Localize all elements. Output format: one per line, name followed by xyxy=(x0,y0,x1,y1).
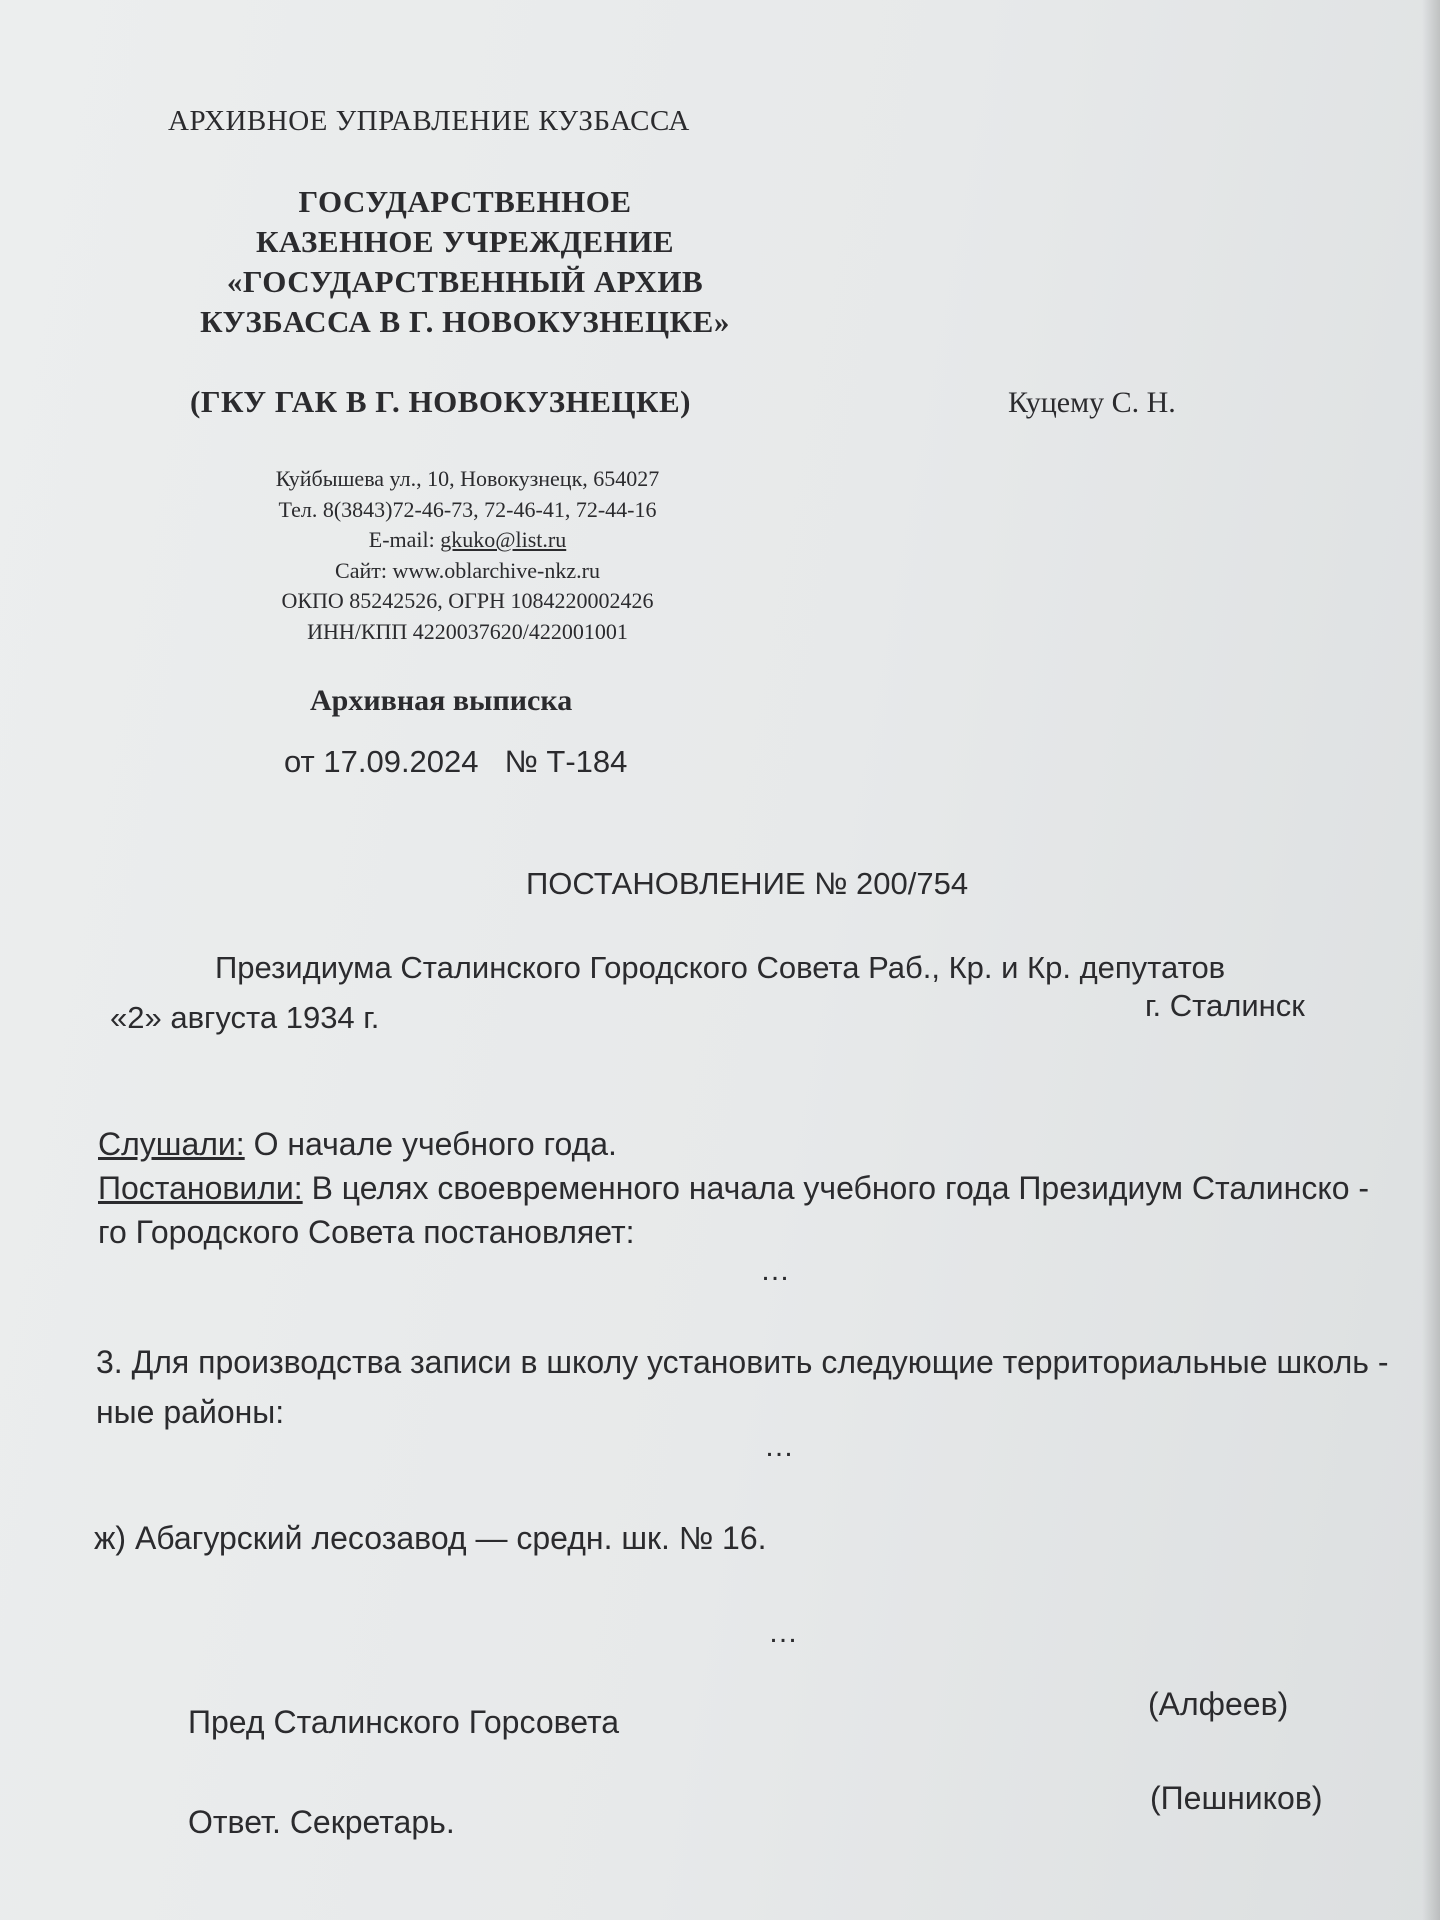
decree-city: г. Сталинск xyxy=(1145,988,1305,1023)
item-3-line: 3. Для производства записи в школу установить следующие территориальные школь - xyxy=(96,1344,1389,1380)
chair-name: (Алфеев) xyxy=(1148,1686,1289,1722)
institution-line: КУЗБАССА В Г. НОВОКУЗНЕЦКЕ» xyxy=(200,304,730,339)
chair-title: Пред Сталинского Горсовета xyxy=(188,1704,620,1740)
site-line: Сайт: www.oblarchive-nkz.ru xyxy=(335,557,600,583)
agency-name: АРХИВНОЕ УПРАВЛЕНИЕ КУЗБАССА xyxy=(168,105,690,137)
phone-line: Тел. 8(3843)72-46-73, 72-46-41, 72-44-16 xyxy=(278,496,657,522)
institution-line: «ГОСУДАРСТВЕННЫЙ АРХИВ xyxy=(226,264,704,299)
heard-line xyxy=(98,1126,617,1163)
okpo-ogrn-line: ОКПО 85242526, ОГРН 1084220002426 xyxy=(281,588,654,613)
email-link[interactable]: gkuko@list.ru xyxy=(440,527,567,552)
heard-text: О начале учебного года. xyxy=(244,1126,617,1162)
resolved-line xyxy=(98,1170,1369,1207)
document-date-number xyxy=(284,744,653,780)
address-line: Куйбышева ул., 10, Новокузнецк, 654027 xyxy=(275,466,660,491)
institution-name xyxy=(150,182,780,342)
resolved-label: Постановили: xyxy=(98,1170,303,1206)
document-date: от 17.09.2024 xyxy=(284,744,479,779)
contact-block xyxy=(200,464,735,647)
page-edge-shadow xyxy=(1422,0,1440,1920)
omission-mark: … xyxy=(760,1254,790,1287)
email-label: E-mail: xyxy=(368,527,441,552)
resolved-continuation: го Городского Совета постановляет: xyxy=(98,1214,635,1250)
institution-line: ГОСУДАРСТВЕННОЕ xyxy=(298,184,632,219)
email-line xyxy=(200,525,735,556)
institution-short-name: (ГКУ ГАК В Г. НОВОКУЗНЕЦКЕ) xyxy=(190,384,691,419)
document-number: № Т-184 xyxy=(504,744,628,779)
recipient-name: Куцему С. Н. xyxy=(1008,386,1176,419)
item-zh-line: ж) Абагурский лесозавод — средн. шк. № 16. xyxy=(94,1520,767,1556)
institution-line: КАЗЕННОЕ УЧРЕЖДЕНИЕ xyxy=(255,224,675,259)
secretary-title: Ответ. Секретарь. xyxy=(188,1804,455,1840)
resolved-text: В целях своевременного начала учебного года Президиум Сталинско - xyxy=(302,1170,1370,1206)
omission-mark: … xyxy=(768,1616,798,1649)
document-type: Архивная выписка xyxy=(310,684,573,717)
secretary-name: (Пешников) xyxy=(1150,1780,1323,1816)
decree-date: «2» августа 1934 г. xyxy=(110,1000,380,1035)
item-3-continuation: ные районы: xyxy=(96,1394,285,1430)
presidium-line: Президиума Сталинского Городского Совета Раб., Кр. и Кр. депутатов xyxy=(215,950,1226,985)
inn-kpp-line: ИНН/КПП 4220037620/422001001 xyxy=(307,618,628,644)
omission-mark: … xyxy=(764,1430,794,1463)
decree-title: ПОСТАНОВЛЕНИЕ № 200/754 xyxy=(526,866,969,901)
heard-label: Слушали: xyxy=(98,1126,245,1162)
